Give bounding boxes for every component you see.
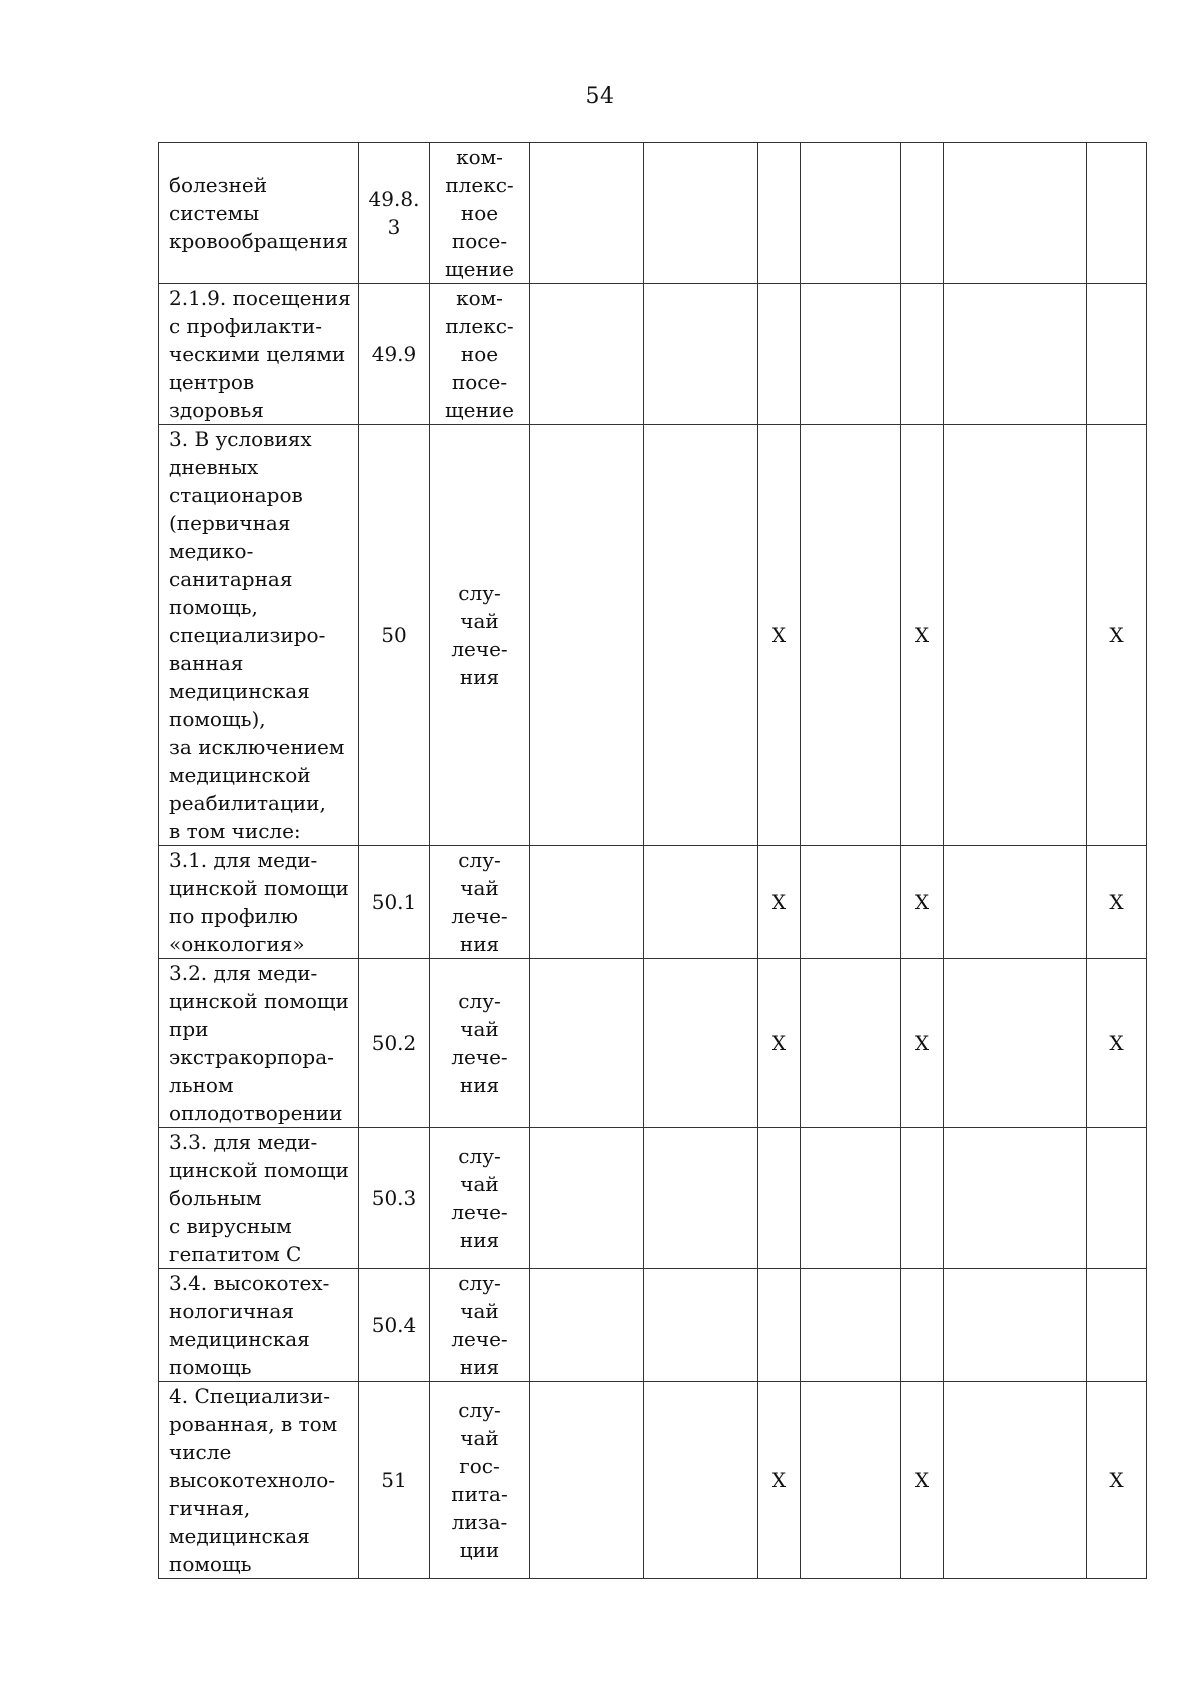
cell-text-line: ния <box>459 1355 500 1379</box>
cell-text-line: 50.1 <box>371 890 417 914</box>
cell-text-line: реабилитации, <box>169 791 326 815</box>
row-code-cell <box>359 1269 430 1382</box>
row-code-cell <box>359 284 430 425</box>
row-unit-cell <box>430 959 530 1128</box>
cell-text-line: чай <box>460 1017 499 1041</box>
cell-text-line: слу- <box>458 1144 501 1168</box>
row-value-cell <box>901 425 944 846</box>
row-value-cell <box>758 846 801 959</box>
cell-text-line: медицинская <box>169 1327 310 1351</box>
cell-text-line: медицинская <box>169 1524 310 1548</box>
cell-text-line: слу- <box>458 1271 501 1295</box>
row-value-cell <box>1087 846 1147 959</box>
cell-mark: X <box>1109 623 1124 647</box>
row-code-cell <box>359 959 430 1128</box>
cell-text-line: посе- <box>451 370 508 394</box>
table-row <box>159 1382 1147 1579</box>
row-value-cell <box>644 1269 758 1382</box>
row-value-cell <box>644 1382 758 1579</box>
row-value-cell <box>644 1128 758 1269</box>
table-row <box>159 143 1147 284</box>
row-name-cell <box>159 1382 359 1579</box>
cell-text-line: лече- <box>451 637 508 661</box>
row-name-cell <box>159 284 359 425</box>
cell-text-line: слу- <box>458 581 501 605</box>
cell-text-line: помощь <box>169 1355 252 1379</box>
cell-text-line: 51 <box>381 1468 407 1492</box>
row-value-cell <box>944 846 1087 959</box>
row-value-cell <box>801 425 901 846</box>
row-value-cell <box>530 425 644 846</box>
row-value-cell <box>801 284 901 425</box>
cell-text-line: (первичная <box>169 511 291 535</box>
row-value-cell <box>644 959 758 1128</box>
row-value-cell <box>758 959 801 1128</box>
row-unit-cell <box>430 1128 530 1269</box>
row-value-cell <box>944 959 1087 1128</box>
cell-text-line: слу- <box>458 1398 501 1422</box>
table-row <box>159 1128 1147 1269</box>
row-value-cell <box>644 846 758 959</box>
cell-text-line: пита- <box>451 1482 508 1506</box>
row-value-cell <box>944 1382 1087 1579</box>
row-name-cell <box>159 846 359 959</box>
cell-text-line: чай <box>460 1426 499 1450</box>
row-code-cell <box>359 143 430 284</box>
cell-text-line: 50.2 <box>371 1031 417 1055</box>
row-name-cell <box>159 1269 359 1382</box>
cell-text-line: медицинская <box>169 679 310 703</box>
row-name-cell <box>159 959 359 1128</box>
cell-text-line: болезней <box>169 173 268 197</box>
row-value-cell <box>1087 1128 1147 1269</box>
cell-mark: X <box>1109 890 1124 914</box>
cell-text-line: помощь <box>169 1552 252 1576</box>
cell-text-line: 2.1.9. посещения <box>169 286 351 310</box>
row-value-cell <box>801 1382 901 1579</box>
row-value-cell <box>1087 425 1147 846</box>
row-code-cell <box>359 846 430 959</box>
cell-text-line: лече- <box>451 1045 508 1069</box>
row-value-cell <box>901 284 944 425</box>
cell-text-line: лече- <box>451 904 508 928</box>
row-value-cell <box>644 425 758 846</box>
cell-text-line: здоровья <box>169 398 264 422</box>
table-row <box>159 284 1147 425</box>
cell-mark: X <box>914 1031 930 1055</box>
row-value-cell <box>758 1382 801 1579</box>
row-unit-cell <box>430 284 530 425</box>
cell-text-line: нологичная <box>169 1299 295 1323</box>
cell-text-line: лече- <box>451 1200 508 1224</box>
row-value-cell <box>801 1269 901 1382</box>
row-value-cell <box>801 1128 901 1269</box>
cell-text-line: с профилакти- <box>169 314 322 338</box>
cell-text-line: специализиро- <box>169 623 326 647</box>
cell-text-line: высокотехноло- <box>169 1468 336 1492</box>
row-unit-cell <box>430 1269 530 1382</box>
cell-text-line: чай <box>460 1172 499 1196</box>
row-unit-cell <box>430 846 530 959</box>
row-code-cell <box>359 1382 430 1579</box>
cell-mark: X <box>771 890 787 914</box>
cell-text-line: в том числе: <box>169 819 301 843</box>
cell-text-line: слу- <box>458 848 501 872</box>
cell-text-line: ния <box>459 932 500 956</box>
table-row <box>159 425 1147 846</box>
row-value-cell <box>944 1269 1087 1382</box>
cell-text-line: плекс- <box>445 314 514 338</box>
cell-mark: X <box>771 1031 787 1055</box>
cell-text-line: помощь, <box>169 595 258 619</box>
cell-text-line: гепатитом С <box>169 1242 302 1266</box>
cell-mark: X <box>914 1468 930 1492</box>
row-value-cell <box>530 1269 644 1382</box>
row-value-cell <box>901 143 944 284</box>
row-value-cell <box>1087 143 1147 284</box>
row-value-cell <box>901 1269 944 1382</box>
page-number: 54 <box>585 84 615 109</box>
row-value-cell <box>901 1128 944 1269</box>
cell-text-line: чай <box>460 609 499 633</box>
row-value-cell <box>1087 284 1147 425</box>
cell-text-line: за исключением <box>169 735 345 759</box>
cell-text-line: лиза- <box>451 1510 508 1534</box>
cell-text-line: 3 <box>387 215 401 239</box>
cell-mark: X <box>914 890 930 914</box>
row-value-cell <box>1087 1269 1147 1382</box>
row-value-cell <box>1087 1382 1147 1579</box>
cell-text-line: гос- <box>459 1454 500 1478</box>
row-value-cell <box>901 959 944 1128</box>
cell-text-line: с вирусным <box>169 1214 292 1238</box>
cell-text-line: слу- <box>458 989 501 1013</box>
row-value-cell <box>944 143 1087 284</box>
cell-text-line: плекс- <box>445 173 514 197</box>
row-value-cell <box>758 1128 801 1269</box>
row-unit-cell <box>430 1382 530 1579</box>
cell-text-line: ния <box>459 665 500 689</box>
cell-text-line: 50.4 <box>371 1313 417 1337</box>
cell-text-line: медицинской <box>169 763 311 787</box>
cell-text-line: чай <box>460 876 499 900</box>
cell-text-line: дневных <box>169 455 259 479</box>
cell-text-line: 3. В условиях <box>169 427 312 451</box>
row-code-cell <box>359 425 430 846</box>
row-value-cell <box>801 959 901 1128</box>
cell-text-line: льном <box>169 1073 234 1097</box>
cell-text-line: 3.3. для меди- <box>169 1130 318 1154</box>
table-body <box>159 143 1147 1579</box>
row-value-cell <box>530 143 644 284</box>
table-row <box>159 846 1147 959</box>
row-value-cell <box>758 1269 801 1382</box>
cell-text-line: щение <box>445 398 514 422</box>
cell-text-line: лече- <box>451 1327 508 1351</box>
cell-text-line: оплодотворении <box>169 1101 343 1125</box>
cell-text-line: щение <box>445 257 514 281</box>
cell-text-line: числе <box>169 1440 232 1464</box>
cell-text-line: цинской помощи <box>169 1158 349 1182</box>
cell-text-line: гичная, <box>169 1496 251 1520</box>
cell-text-line: кровообращения <box>169 229 349 253</box>
cell-text-line: 4. Специализи- <box>169 1384 331 1408</box>
row-name-cell <box>159 425 359 846</box>
cell-text-line: ции <box>459 1538 500 1562</box>
row-value-cell <box>758 143 801 284</box>
cell-text-line: по профилю <box>169 904 299 928</box>
row-value-cell <box>901 846 944 959</box>
cell-text-line: 50.3 <box>371 1186 417 1210</box>
cell-text-line: санитарная <box>169 567 293 591</box>
cell-text-line: ванная <box>169 651 244 675</box>
row-name-cell <box>159 143 359 284</box>
row-value-cell <box>944 425 1087 846</box>
row-unit-cell <box>430 425 530 846</box>
row-value-cell <box>901 1382 944 1579</box>
cell-text-line: цинской помощи <box>169 876 349 900</box>
cell-text-line: 49.8. <box>368 187 420 211</box>
row-value-cell <box>530 959 644 1128</box>
row-value-cell <box>530 846 644 959</box>
cell-mark: X <box>771 1468 787 1492</box>
cell-text-line: системы <box>169 201 260 225</box>
cell-text-line: ком- <box>456 286 503 310</box>
cell-text-line: помощь), <box>169 707 266 731</box>
row-value-cell <box>644 143 758 284</box>
row-name-cell <box>159 1128 359 1269</box>
cell-text-line: 3.4. высокотех- <box>169 1271 330 1295</box>
table-row <box>159 1269 1147 1382</box>
row-value-cell <box>758 284 801 425</box>
row-code-cell <box>359 1128 430 1269</box>
cell-mark: X <box>1109 1031 1124 1055</box>
row-value-cell <box>944 1128 1087 1269</box>
cell-mark: X <box>1109 1468 1124 1492</box>
cell-text-line: чай <box>460 1299 499 1323</box>
cell-text-line: при <box>169 1017 209 1041</box>
row-value-cell <box>801 846 901 959</box>
cell-text-line: посе- <box>451 229 508 253</box>
cell-text-line: рованная, в том <box>169 1412 338 1436</box>
cell-text-line: «онкология» <box>169 932 305 956</box>
cell-text-line: 3.1. для меди- <box>169 848 318 872</box>
cell-text-line: медико- <box>169 539 254 563</box>
row-value-cell <box>1087 959 1147 1128</box>
cell-text-line: ное <box>460 201 499 225</box>
cell-mark: X <box>914 623 930 647</box>
cell-mark: X <box>771 623 787 647</box>
row-value-cell <box>530 1382 644 1579</box>
cell-text-line: 50 <box>381 623 407 647</box>
row-value-cell <box>530 284 644 425</box>
row-value-cell <box>644 284 758 425</box>
cell-text-line: ное <box>460 342 499 366</box>
cell-text-line: больным <box>169 1186 262 1210</box>
cell-text-line: ния <box>459 1073 500 1097</box>
cell-text-line: ния <box>459 1228 500 1252</box>
cell-text-line: ком- <box>456 145 503 169</box>
cell-text-line: экстракорпора- <box>169 1045 334 1069</box>
row-unit-cell <box>430 143 530 284</box>
cell-text-line: центров <box>169 370 255 394</box>
cell-text-line: 49.9 <box>371 342 417 366</box>
row-value-cell <box>944 284 1087 425</box>
row-value-cell <box>758 425 801 846</box>
row-value-cell <box>530 1128 644 1269</box>
row-value-cell <box>801 143 901 284</box>
data-table <box>158 142 1147 1579</box>
table-row <box>159 959 1147 1128</box>
cell-text-line: стационаров <box>169 483 303 507</box>
cell-text-line: цинской помощи <box>169 989 349 1013</box>
cell-text-line: ческими целями <box>169 342 346 366</box>
cell-text-line: 3.2. для меди- <box>169 961 318 985</box>
